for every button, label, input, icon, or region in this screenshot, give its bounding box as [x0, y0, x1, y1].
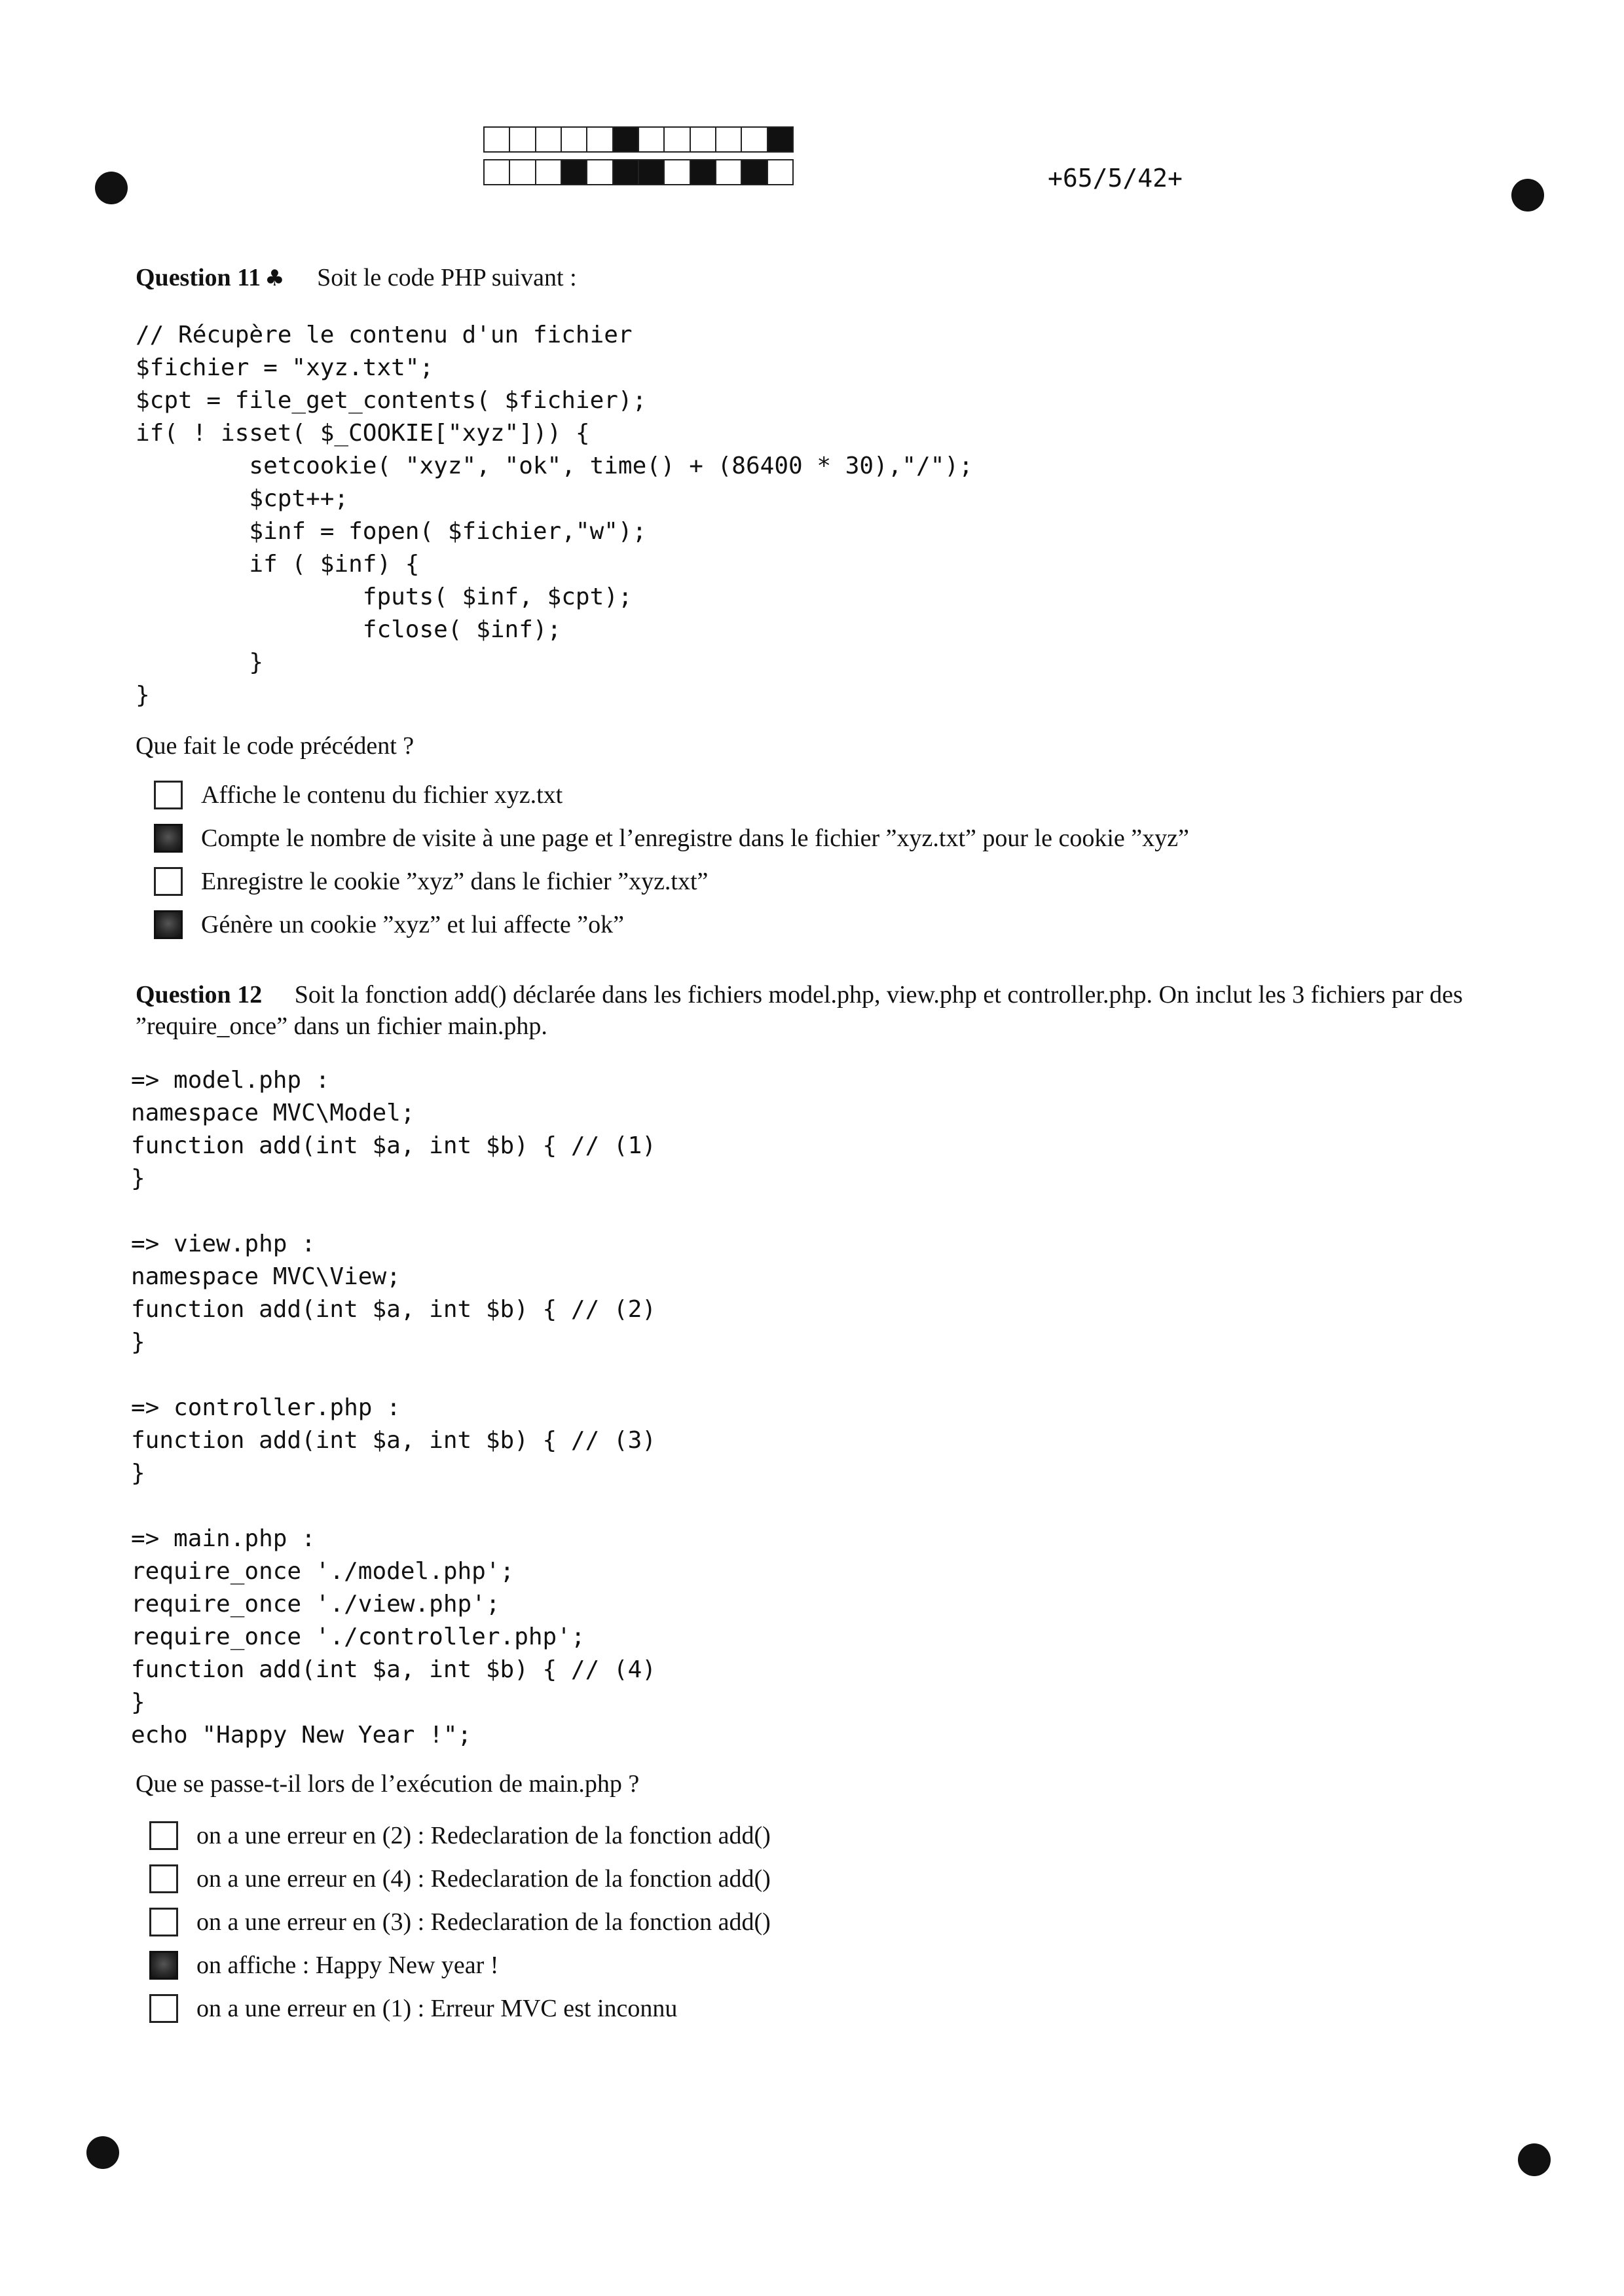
- barcode-cell: [742, 160, 767, 184]
- checkbox[interactable]: [154, 867, 183, 896]
- answer-option: [149, 1857, 771, 1900]
- answer-option-text: on a une erreur en (2) : Redeclaration de la fonction add(): [196, 1822, 771, 1849]
- answer-option: [154, 903, 1189, 946]
- question-12-title: [136, 979, 1524, 1042]
- answer-option: [154, 860, 1189, 903]
- answer-option: [149, 1987, 771, 2030]
- barcode-cell: [614, 128, 639, 151]
- barcode-row-1: [483, 126, 794, 153]
- registration-mark-bottom-left: [86, 2136, 119, 2169]
- answer-option-text: Compte le nombre de visite à une page et l’enregistre dans le fichier ”xyz.txt” pour le cookie ”xyz”: [201, 824, 1189, 852]
- answer-option: [154, 817, 1189, 860]
- answer-option-text: on a une erreur en (3) : Redeclaration de la fonction add(): [196, 1908, 771, 1936]
- checked-checkbox[interactable]: [154, 824, 183, 853]
- club-icon: ♣: [265, 265, 285, 291]
- barcode-cell: [587, 128, 613, 151]
- barcode-cell: [691, 128, 716, 151]
- checkbox[interactable]: [149, 1864, 178, 1893]
- checked-checkbox[interactable]: [154, 910, 183, 939]
- barcode-cell: [485, 160, 510, 184]
- answer-option-text: Affiche le contenu du fichier xyz.txt: [201, 781, 563, 809]
- checkbox[interactable]: [154, 781, 183, 809]
- barcode-cell: [665, 160, 690, 184]
- barcode-cell: [716, 128, 742, 151]
- question-11-intro: Soit le code PHP suivant :: [317, 264, 577, 291]
- barcode-row-2: [483, 159, 794, 185]
- barcode-cell: [768, 128, 792, 151]
- answer-option: [154, 773, 1189, 817]
- barcode-cell: [587, 160, 613, 184]
- registration-mark-bottom-right: [1518, 2143, 1551, 2176]
- barcode-cell: [510, 160, 536, 184]
- question-12-prompt: Que se passe-t-il lors de l’exécution de main.php ?: [136, 1770, 640, 1798]
- barcode-cell: [562, 128, 587, 151]
- question-12-options: [149, 1814, 771, 2030]
- barcode-cell: [562, 160, 587, 184]
- question-12-code: => model.php : namespace MVC\Model; function add(int $a, int $b) { // (1) } => view.php : namespace MVC\View; function add(int $a, int $b) { // (2) } => controller.php : function add(int $a, int $b) { // (3) } => main.php : require_once './model.php'; require_once './view.php'; require_once './controller.php'; function add(int $a, int $b) { // (4) } echo "Happy New Year !";: [131, 1067, 656, 1749]
- answer-option: [149, 1900, 771, 1944]
- question-11-title: [136, 262, 1524, 294]
- question-11-options: [154, 773, 1189, 946]
- answer-option: [149, 1944, 771, 1987]
- answer-option-text: on affiche : Happy New year !: [196, 1952, 499, 1979]
- question-12-label: Question 12: [136, 981, 263, 1009]
- barcode-cell: [536, 128, 562, 151]
- barcode-cell: [614, 160, 639, 184]
- answer-option: [149, 1814, 771, 1857]
- question-11-code: // Récupère le contenu d'un fichier $fichier = "xyz.txt"; $cpt = file_get_contents( $fichier); if( ! isset( $_COOKIE["xyz"])) { setcookie( "xyz", "ok", time() + (86400 * 30),"/"); $cpt++; $inf = fopen( $fichier,"w"); if ( $inf) { fputs( $inf, $cpt); fclose( $inf); } }: [136, 322, 973, 709]
- registration-mark-top-right: [1511, 179, 1544, 212]
- answer-option-text: on a une erreur en (1) : Erreur MVC est inconnu: [196, 1995, 678, 2022]
- checked-checkbox[interactable]: [149, 1951, 178, 1980]
- barcode-cell: [510, 128, 536, 151]
- barcode-cell: [716, 160, 742, 184]
- checkbox[interactable]: [149, 1821, 178, 1850]
- exam-id: +65/5/42+: [1048, 164, 1183, 193]
- barcode-cell: [665, 128, 690, 151]
- registration-mark-top-left: [95, 172, 128, 204]
- question-12-intro: Soit la fonction add() déclarée dans les fichiers model.php, view.php et controller.php. On inclut les 3 fichiers par des ”require_once” dans un fichier main.php.: [136, 981, 1463, 1040]
- answer-option-text: Génère un cookie ”xyz” et lui affecte ”ok”: [201, 911, 624, 938]
- barcode-cell: [485, 128, 510, 151]
- answer-option-text: on a une erreur en (4) : Redeclaration de la fonction add(): [196, 1865, 771, 1893]
- barcode-cell: [768, 160, 792, 184]
- question-11-prompt: Que fait le code précédent ?: [136, 732, 415, 760]
- question-11-label: Question 11: [136, 264, 261, 291]
- barcode-cell: [742, 128, 767, 151]
- checkbox[interactable]: [149, 1908, 178, 1936]
- barcode-cell: [639, 160, 665, 184]
- checkbox[interactable]: [149, 1994, 178, 2023]
- barcode-cell: [536, 160, 562, 184]
- barcode-cell: [639, 128, 665, 151]
- answer-option-text: Enregistre le cookie ”xyz” dans le fichier ”xyz.txt”: [201, 868, 709, 895]
- barcode-cell: [691, 160, 716, 184]
